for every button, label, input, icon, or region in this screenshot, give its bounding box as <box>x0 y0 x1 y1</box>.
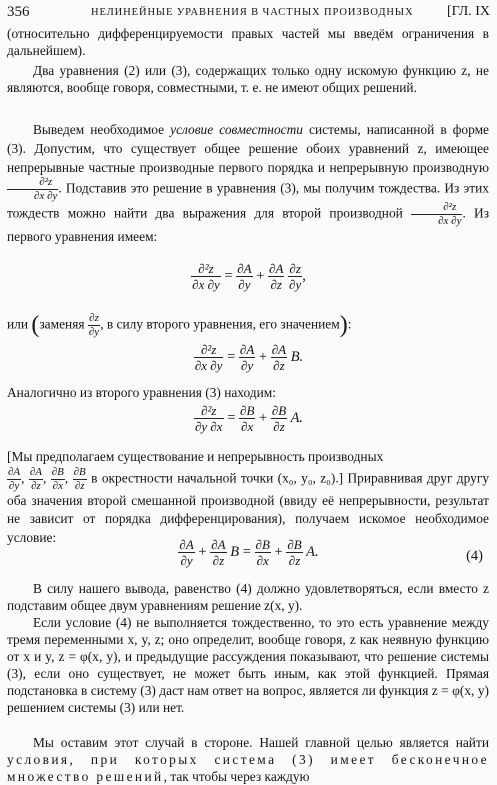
equation-1: $\frac{\text{∂²z}}{\partial x \partial y}$ = $\frac{\partial A}{\partial y}$ + $\frac{\partial A}{\partial z}$ $\frac{\partial z}{\partial y}$ , <box>192 261 306 292</box>
spaced-emphasis: условия, при которых система (3) имеет бесконечное множество решений <box>7 752 489 784</box>
equation-4: $\frac{\partial A}{\partial y}$ + $\frac{\partial A}{\partial z}$ B = $\frac{\partial B}{\partial x}$ + $\frac{\partial B}{\partial z}$ A. (4) <box>179 537 483 568</box>
compatibility-term: условие совместности <box>170 122 303 137</box>
equation-2: $\frac{\text{∂²z}}{\partial x \partial y}$ = $\frac{\partial A}{\partial y}$ + $\frac{\partial A}{\partial z}$ B. <box>194 342 304 373</box>
page-number: 356 <box>7 4 30 20</box>
chapter-label: [ГЛ. IX <box>447 4 490 19</box>
fraction-d2z-dxdy: $\frac{\text{∂²z}}{\partial x \partial y}$ <box>7 177 58 202</box>
paragraph-2: Два уравнения (2) или (3), содержащих только одну искомую функцию z, не являются, вообще говоря, совместными, т. е. не имеют общих решений. <box>7 63 489 95</box>
line-analogously: Аналогично из второго уравнения (3) находим: <box>7 385 276 400</box>
paragraph-1: (относительно дифференцируемости правых частей мы введём ограничения в дальнейшем). <box>7 26 489 58</box>
paragraph-5: В силу нашего вывода, равенство (4) должно удовлетворяться, если вместо z подставим общее двум уравнениям решение z(x, y). <box>7 581 489 613</box>
equation-number-4: (4) <box>466 548 483 564</box>
equation-3: $\frac{\text{∂²z}}{\partial y \partial x}$ = $\frac{\partial B}{\partial x}$ + $\frac{\partial B}{\partial z}$ A. <box>194 403 304 434</box>
paragraph-6: Если условие (4) не выполняется тождественно, то это есть уравнение между тремя переменными x, y, z; оно определит, вообще говоря, z как неявную функцию от x и y, z = φ(x, y), и предыдущие рассуждения показывают, что решение системы (3), если оно существует, не может быть иным, как этой функцией. Прямая подстановка в систему (3) даст нам ответ на вопрос, является ли функция z = φ(x, y) решением системы (3) или нет. <box>7 615 489 715</box>
page-header <box>7 2 490 24</box>
paragraph-4: [Мы предполагаем существование и непрерывность производных $\frac{\partial A}{\partial y}$ , $\frac{\partial A}{\partial z}$ , $\frac{\partial B}{\partial x}$ , $\frac{\partial B}{\partial z}$ в окрестности начальной точки (x₀, y₀, z₀).] Приравнивая друг другу оба значения второй смешанной производной (ввиду её непрерывности, результат не зависит от порядка дифференцирования), получаем искомое необходимое условие: <box>7 449 490 545</box>
running-title: НЕЛИНЕЙНЫЕ УРАВНЕНИЯ В ЧАСТНЫХ ПРОИЗВОДНЫХ <box>91 7 414 18</box>
line-replacing: или (заменяя $\frac{\partial z}{\partial y}$ , в силу второго уравнения, его значением): <box>7 312 352 338</box>
fraction-d2z-dxdy-2: $\frac{\text{∂²z}}{\partial x \partial y}$ <box>411 202 462 227</box>
paragraph-3: Выведем необходимое условие совместности системы, написанной в форме (3). Допустим, что существует общее решение обоих уравнений z, имеющее непрерывные частные производные первого порядка и непрерывную производную $\frac{\text{∂²z}}{\partial x \partial y}$ . Подставив это решение в уравнения (3), мы получим тождества. Из этих тождеств можно найти два выражения для второй производной $\frac{\text{∂²z}}{\partial x \partial y}$ . Из первого уравнения имеем: <box>7 122 490 244</box>
paragraph-7: Мы оставим этот случай в стороне. Нашей главной целью является найти условия, при которых система (3) имеет бесконечное множество решений, так чтобы через каждую <box>7 735 489 784</box>
